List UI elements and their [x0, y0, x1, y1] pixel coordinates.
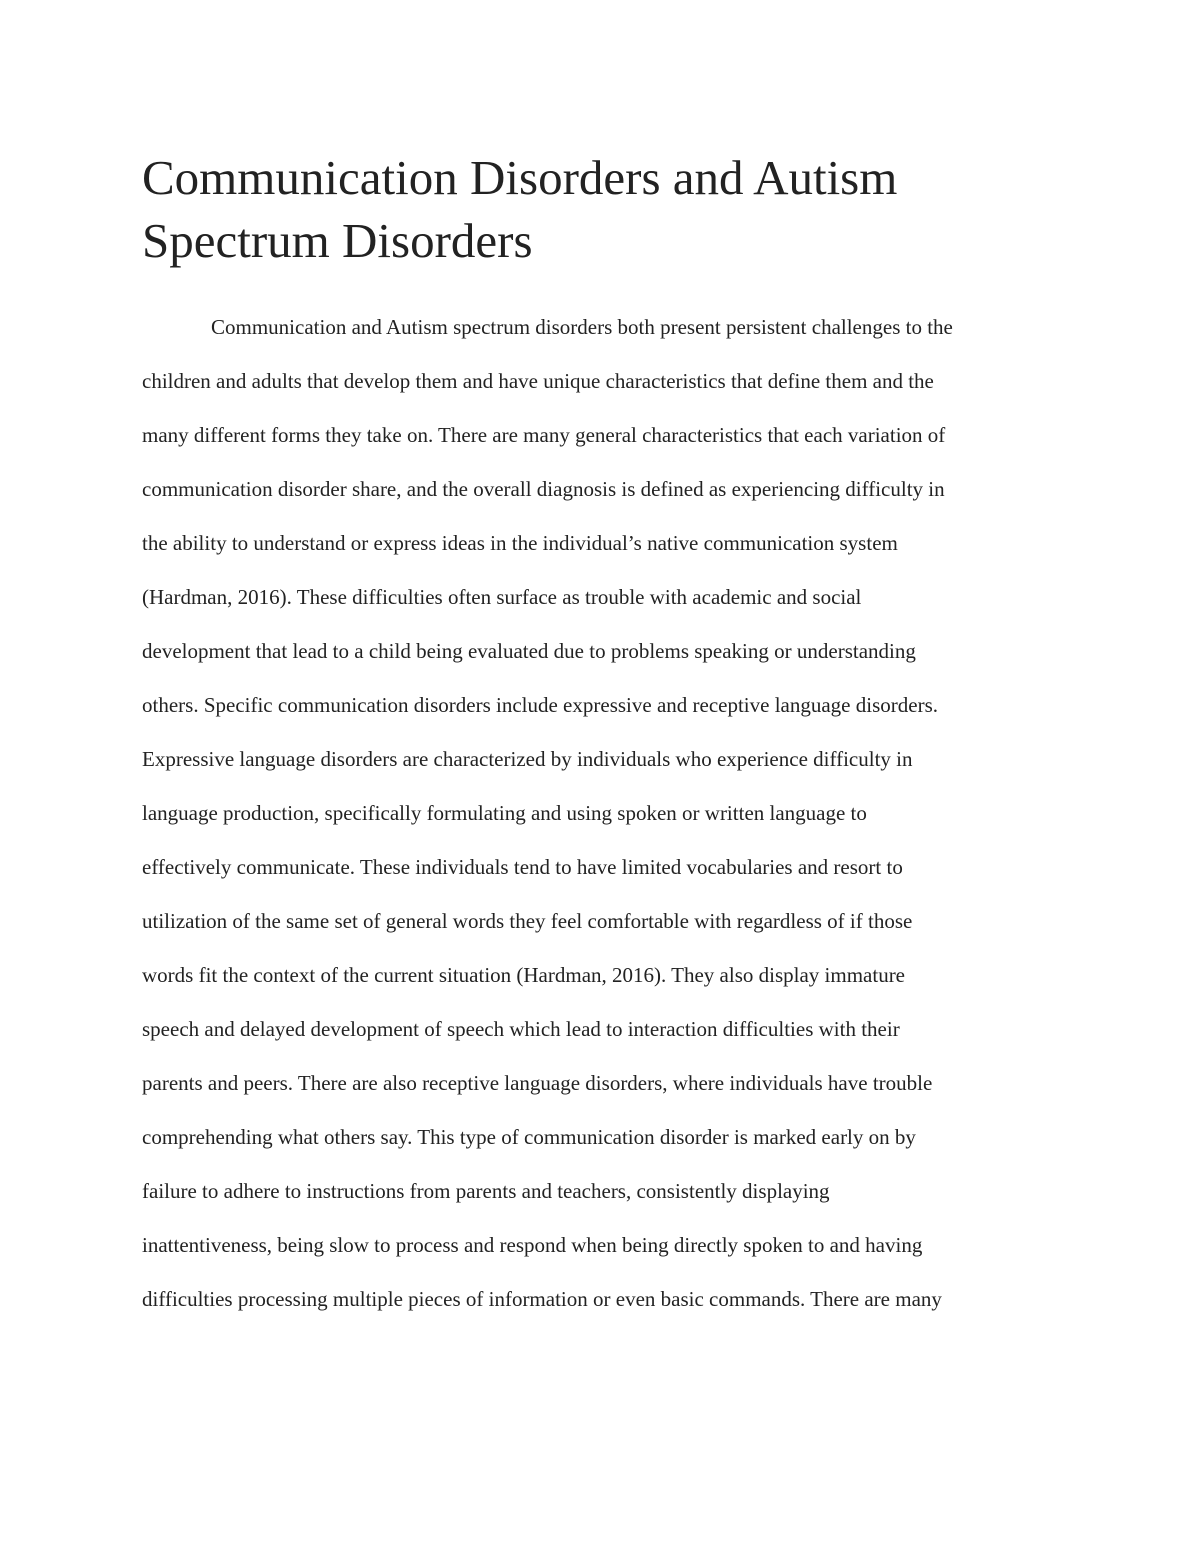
text-line: failure to adhere to instructions from parents and teachers, consistently displaying — [142, 1179, 830, 1203]
text-line: comprehending what others say. This type of communication disorder is marked early on by — [142, 1125, 916, 1149]
text-line: words fit the context of the current situation (Hardman, 2016). They also display immature — [142, 963, 906, 987]
text-line: parents and peers. There are also receptive language disorders, where individuals have trouble — [142, 1071, 933, 1095]
text-line: effectively communicate. These individuals tend to have limited vocabularies and resort to — [142, 855, 903, 879]
document-title — [142, 146, 1042, 272]
title-line: Communication Disorders and Autism — [142, 150, 898, 205]
text-line: communication disorder share, and the overall diagnosis is defined as experiencing difficulty in — [142, 477, 945, 501]
text-line: Expressive language disorders are characterized by individuals who experience difficulty in — [142, 747, 913, 771]
text-line: inattentiveness, being slow to process and respond when being directly spoken to and having — [142, 1233, 923, 1257]
text-line: development that lead to a child being evaluated due to problems speaking or understanding — [142, 639, 916, 663]
text-line: utilization of the same set of general words they feel comfortable with regardless of if those — [142, 909, 913, 933]
text-line: language production, specifically formulating and using spoken or written language to — [142, 801, 867, 825]
body-paragraph — [142, 300, 1062, 1326]
text-line: others. Specific communication disorders include expressive and receptive language disorders. — [142, 693, 938, 717]
text-line: (Hardman, 2016). These difficulties often surface as trouble with academic and social — [142, 585, 862, 609]
text-line: children and adults that develop them and have unique characteristics that define them and the — [142, 369, 934, 393]
text-line: difficulties processing multiple pieces of information or even basic commands. There are many — [142, 1287, 942, 1311]
text-line: the ability to understand or express ideas in the individual’s native communication system — [142, 531, 898, 555]
text-line: many different forms they take on. There are many general characteristics that each variation of — [142, 423, 946, 447]
title-line: Spectrum Disorders — [142, 213, 533, 268]
text-line: Communication and Autism spectrum disorders both present persistent challenges to the — [211, 315, 953, 339]
text-line: speech and delayed development of speech which lead to interaction difficulties with their — [142, 1017, 900, 1041]
